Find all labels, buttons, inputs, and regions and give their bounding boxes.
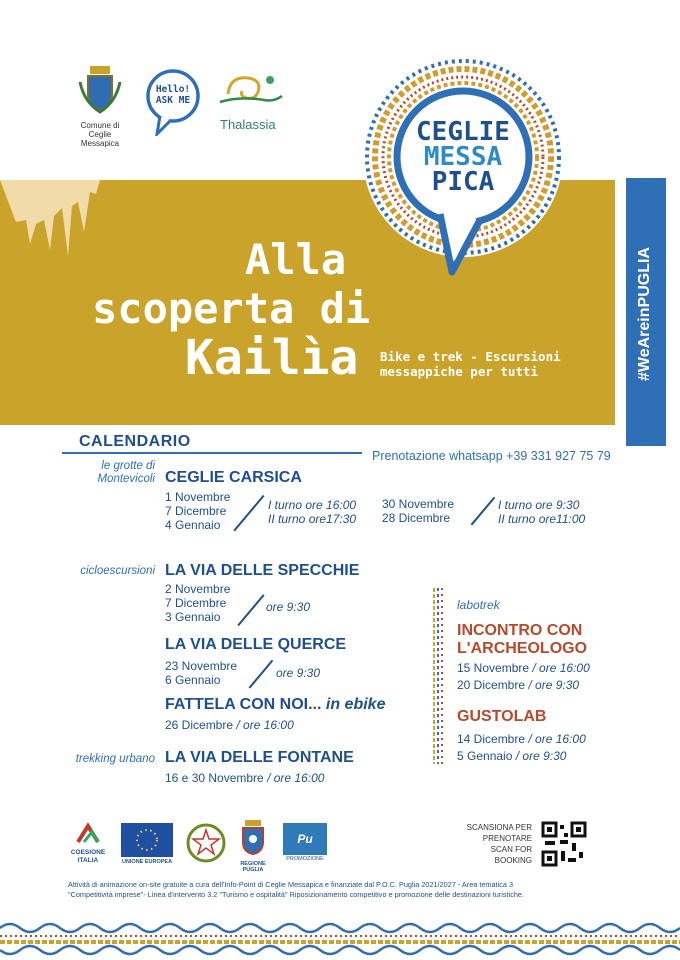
side-hashtag: #WeAreinPUGLIA [636,247,653,381]
qr-code-icon[interactable] [541,821,587,867]
grotte-slash-a [233,495,264,531]
hello-text: Hello! [155,84,191,95]
eu-text: UNIONE EUROPEA [121,859,173,865]
badge-line-2: MESSA [423,142,503,172]
urbano-category: trekking urbano [75,753,155,765]
hero-title-3: Kailìa [185,330,359,386]
footer-text: Attività di animazione on-site gratuite a cura dell'Info-Point di Ceglie Messapica e finanziate dal P.O.C. Puglia 2021/2027 - Area tematica 3 "Competitività imprese"- Linea d'intervento 3.2 "Turismo e ospitalità" Riposizionamento competitivo e promozione delle destinazioni turistiche. [68,880,525,899]
gustolab-dates: 14 Dicembre / ore 16:00 5 Gennaio / ore 9:30 [457,732,586,763]
hero-title-1: Alla [245,235,347,284]
comune-name-2: Ceglie Messapica [80,130,120,149]
incontro-dates: 15 Novembre / ore 16:00 20 Dicembre / ore 9:30 [457,661,590,692]
thalassia-text: Thalassia [220,117,276,132]
specchie-time: ore 9:30 [266,600,311,614]
badge-line-1: CEGLIE [416,117,510,147]
decorative-border-icon [428,588,448,764]
hello-ask-me-logo [146,66,202,136]
incontro-title: INCONTRO CON L'ARCHEOLOGO [457,622,588,657]
specchie-slash [237,594,264,626]
badge-line-3: PICA [431,167,495,197]
coat-of-arms-icon [70,62,130,116]
querce-time: ore 9:30 [276,666,321,680]
specchie-dates: 2 Novembre 7 Dicembre 3 Gennaio [165,582,231,624]
stalactites-icon [0,180,110,280]
grotte-dates-a: 1 Novembre 7 Dicembre 4 Gennaio [165,490,231,532]
grotte-dates-b: 30 Novembre 28 Dicembre [382,497,455,525]
ciclo-category: cicloescursioni [80,565,155,577]
activity-info: Attività di animazione on-site gratuite [372,430,577,444]
grotte-slash-b [471,497,495,526]
eu-logo [121,823,173,865]
thalassia-logo [214,66,284,132]
regione-shield-icon [233,818,273,856]
eu-flag-icon [121,823,173,857]
puglia-icon: Pu [283,823,327,855]
querce-dates: 23 Novembre 6 Gennaio [165,659,238,687]
labotrek-category: labotrek [457,598,500,612]
regione-puglia-logo [233,818,273,873]
hero-title-2: scoperta di [92,284,371,333]
promozione-text: PROMOZIONE [286,856,324,862]
grotte-category: le grotte di Montevicoli [97,460,155,485]
coesione-logo [68,822,108,865]
gustolab-title: GUSTOLAB [457,708,547,725]
querce-title: LA VIA DELLE QUERCE [165,636,347,653]
grotte-times-b: I turno ore 9:30 II turno ore11:00 [498,498,586,526]
grotte-title: CEGLIE CARSICA [165,469,302,486]
ceglie-badge [348,52,578,282]
ask-me-text: ASK ME [155,95,191,106]
calendar-label: CALENDARIO [79,433,191,450]
bottom-border-icon [0,918,680,960]
booking-info: Prenotazione whatsapp +39 331 927 75 79 [372,449,611,463]
querce-slash [249,660,273,689]
hero-subtitle-1: Bike e trek - Escursioni [380,349,561,364]
italian-emblem [186,822,226,869]
comune-name-1: Comune di [80,121,120,130]
ebike-title: FATTELA CON NOI... in ebike [165,696,386,713]
fontane-title: LA VIA DELLE FONTANE [165,749,354,766]
fontane-date: 16 e 30 Novembre / ore 16:00 [165,771,325,785]
emblem-star-icon [186,822,226,864]
regione-text: REGIONE PUGLIA [240,861,266,873]
specchie-title: LA VIA DELLE SPECCHIE [165,562,360,579]
comune-logo [70,62,130,149]
coesione-icon [68,822,108,844]
puglia-promozione-logo [283,823,327,862]
qr-label: SCANSIONA PER PRENOTARE SCAN FOR BOOKING [466,823,532,865]
spiral-icon [214,66,284,112]
coesione-text: COESIONE ITALIA [70,849,106,864]
hero-subtitle-2: messappiche per tutti [380,364,539,379]
grotte-times-a: I turno ore 16:00 II turno ore17:30 [268,498,357,526]
ebike-date: 26 Dicembre / ore 16:00 [165,718,294,732]
calendar-underline [62,452,362,454]
